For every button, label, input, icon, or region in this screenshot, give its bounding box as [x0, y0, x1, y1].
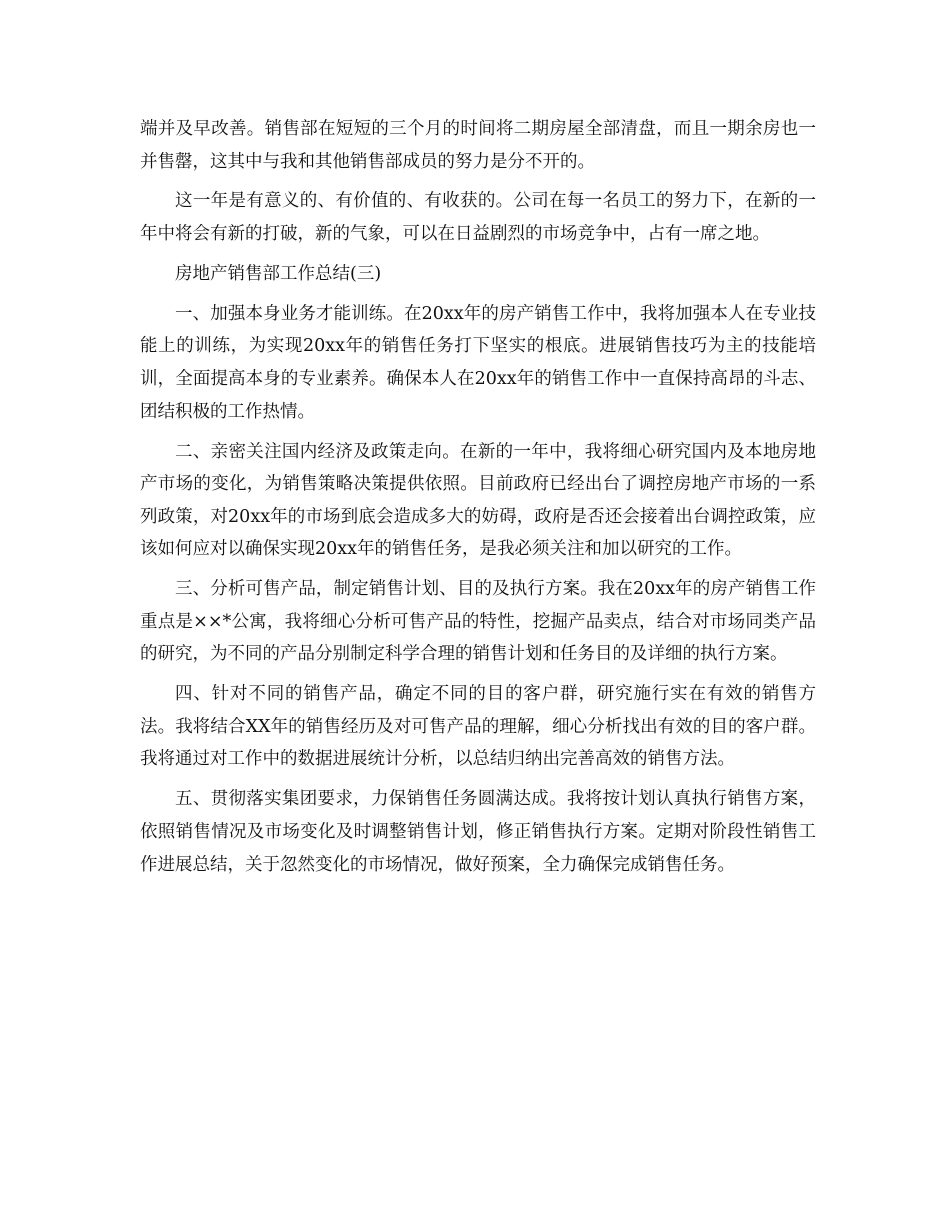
paragraph-item-2: 二、亲密关注国内经济及政策走向。在新的一年中，我将细心研究国内及本地房地产市场的变化，为销售策略决策提供依照。目前政府已经出台了调控房地产市场的一系列政策，对20xx年的市场到底会造成多大的妨碍，政府是否还会接着出台调控政策，应该如何应对以确保实现20xx年的销售任务，是我必须关注和加以研究的工作。	[140, 441, 816, 560]
paragraph-item-3: 三、分析可售产品，制定销售计划、目的及执行方案。我在20xx年的房产销售工作重点是××*公寓，我将细心分析可售产品的特性，挖掘产品卖点，结合对市场同类产品的研究，为不同的产品分别制定科学合理的销售计划和任务目的及详细的执行方案。	[140, 579, 816, 665]
paragraph-year-summary: 这一年是有意义的、有价值的、有收获的。公司在每一名员工的努力下，在新的一年中将会有新的打破，新的气象，可以在日益剧烈的市场竞争中，占有一席之地。	[140, 191, 816, 245]
section-heading: 房地产销售部工作总结(三)	[175, 263, 382, 284]
paragraph-continuation: 端并及早改善。销售部在短短的三个月的时间将二期房屋全部清盘，而且一期余房也一并售罄，这其中与我和其他销售部成员的努力是分不开的。	[140, 119, 816, 172]
paragraph-item-4: 四、针对不同的销售产品，确定不同的目的客户群，研究施行实在有效的销售方法。我将结合XX年的销售经历及对可售产品的理解，细心分析找出有效的目的客户群。我将通过对工作中的数据进展统计分析，以总结归纳出完善高效的销售方法。	[140, 684, 816, 770]
paragraph-item-1: 一、加强本身业务才能训练。在20xx年的房产销售工作中，我将加强本人在专业技能上的训练，为实现20xx年的销售任务打下坚实的根底。进展销售技巧为主的技能培训，全面提高本身的专业素养。确保本人在20xx年的销售工作中一直保持高昂的斗志、团结积极的工作热情。	[140, 303, 816, 422]
document-body	[140, 113, 816, 888]
paragraph-item-5: 五、贯彻落实集团要求，力保销售任务圆满达成。我将按计划认真执行销售方案，依照销售情况及市场变化及时调整销售计划，修正销售执行方案。定期对阶段性销售工作进展总结，关于忽然变化的市场情况，做好预案，全力确保完成销售任务。	[140, 789, 816, 875]
